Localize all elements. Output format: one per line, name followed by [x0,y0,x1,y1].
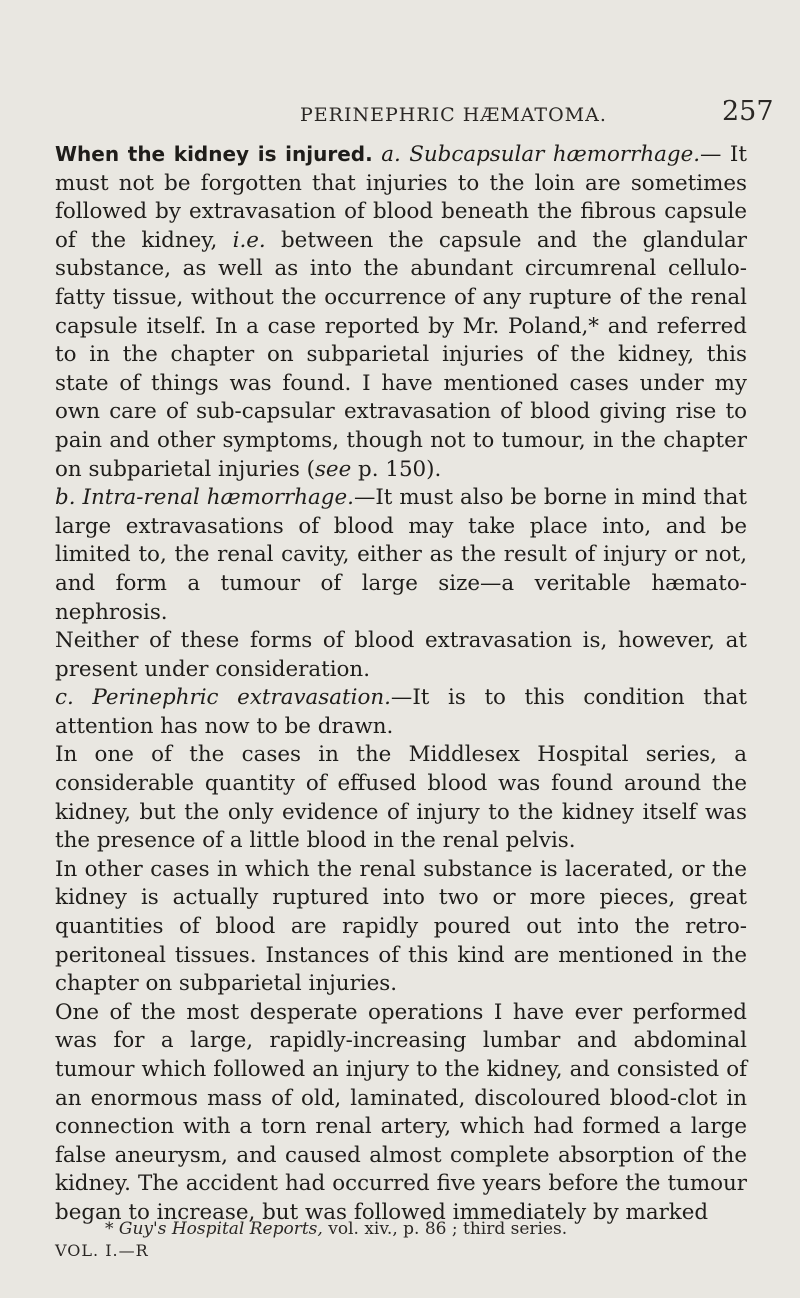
paragraph-text: between the capsule and the glandular substance, as well as into the abundant circumrenal cellulo-fatty tissue, without the occurrence of any rupture of the renal capsule itself. In a case reported by Mr. Poland,* and referred to in the chapter on subparietal injuries of the kidney, this state of things was found. I have mentioned cases under my own care of sub-capsular extravasation of blood giving rise to pain and other symptoms, though not to tumour, in the chapter on subparietal injuries ( [55,227,747,482]
footnote [105,1218,745,1240]
subsection-label-a: a. [381,142,401,167]
subsection-heading-subcapsular: Subcapsular hæmorrhage. [409,142,701,167]
footnote-marker: * [105,1219,119,1239]
subsection-label-b: b. [55,485,76,511]
see-reference: see [314,456,352,482]
paragraph-text: — It must not be forgotten that injuries to the loin are sometimes followed by extravasation of blood beneath the fibrous capsule of the kidney, [55,142,747,253]
footnote-detail: vol. xiv., p. 86 ; third series. [322,1219,568,1239]
page-number: 257 [722,96,774,127]
paragraph-text: —It must also be borne in mind that large extravasations of blood may take place into, and be limited to, the renal cavity, either as the result of injury or not, and form a tumour of large size—a veritable hæmato-nephrosis. [55,485,747,625]
paragraph-neither: Neither of these forms of blood extravasation is, however, at present under consideration. [55,628,747,682]
subsection-label-c: c. [55,685,74,711]
subsection-heading-perinephric: Perinephric extravasation. [92,685,391,711]
body-text [55,140,747,1228]
paragraph-subcapsular [55,140,747,484]
paragraph-text: —It is to this condition that attention has now to be drawn. [55,685,747,739]
paragraph-lacerated: In other cases in which the renal substance is lacerated, or the kidney is actually ruptured into two or more pieces, great quantities of blood are rapidly poured out into the retro-peritoneal tissues. Instances of this kind are mentioned in the chapter on subparietal injuries. [55,856,747,997]
paragraph-intra-renal [55,484,747,627]
paragraph-operation: One of the most desperate operations I have ever performed was for a large, rapidly-increasing lumbar and abdominal tumour which followed an injury to the kidney, and consisted of an enormous mass of old, laminated, discoloured blood-clot in connection with a torn renal artery, which had formed a large false aneurysm, and caused almost complete absorption of the kidney. The accident had occurred five years before the tumour began to increase, but was followed immediately by marked [55,999,747,1225]
running-title: PERINEPHRIC HÆMATOMA. [300,104,607,126]
ie-abbrev: i.e. [232,227,266,253]
section-lead-heading: When the kidney is injured. [55,142,373,166]
footnote-source: Guy's Hospital Reports, [118,1219,323,1239]
paragraph-text: p. 150). [358,456,442,482]
signature-mark: VOL. I.—R [55,1241,149,1260]
paragraph-middlesex: In one of the cases in the Middlesex Hospital series, a considerable quantity of effused blood was found around the kidney, but the only evidence of injury to the kidney itself was the presence of a little blood in the renal pelvis. [55,742,747,854]
paragraph-perinephric [55,684,747,741]
subsection-heading-intra-renal: Intra-renal hæmorrhage. [82,485,354,511]
